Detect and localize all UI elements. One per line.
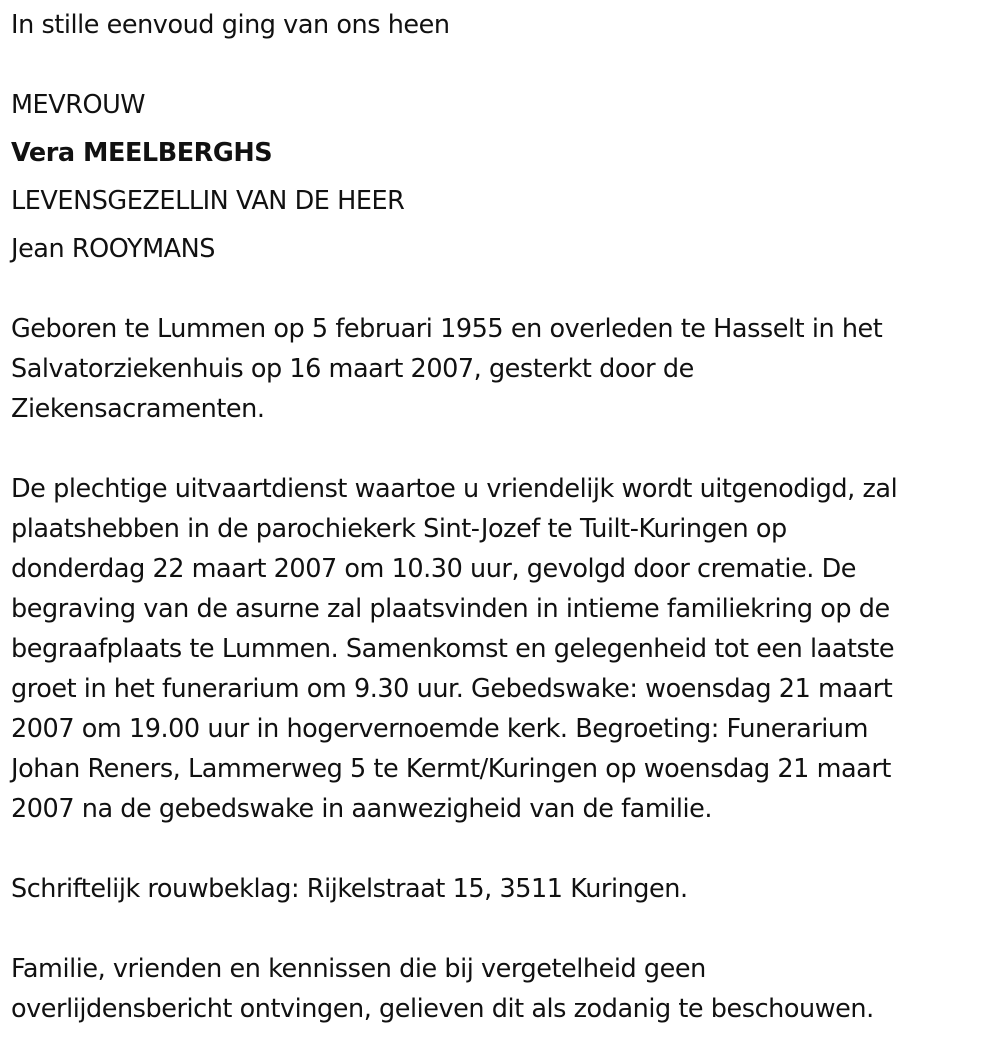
condolence-line: Schriftelijk rouwbeklag: Rijkelstraat 15, 3511 Kuringen. [11, 874, 688, 904]
relation-line: LEVENSGEZELLIN VAN DE HEER [11, 186, 405, 216]
paragraph-line: plaatshebben in de parochiekerk Sint-Jozef te Tuilt-Kuringen op [11, 514, 787, 544]
paragraph-line: begraafplaats te Lummen. Samenkomst en gelegenheid tot een laatste [11, 634, 895, 664]
paragraph-line: Geboren te Lummen op 5 februari 1955 en overleden te Hasselt in het [11, 314, 883, 344]
paragraph-line: Ziekensacramenten. [11, 394, 265, 424]
partner-name: Jean ROOYMANS [11, 234, 216, 264]
condolence-paragraph [11, 869, 986, 909]
intro-line: In stille eenvoud ging van ons heen [11, 10, 450, 40]
title-mevrouw: MEVROUW [11, 90, 146, 120]
paragraph-line: Johan Reners, Lammerweg 5 te Kermt/Kuringen op woensdag 21 maart [11, 754, 891, 784]
paragraph-line: begraving van de asurne zal plaatsvinden in intieme familiekring op de [11, 594, 890, 624]
birth-death-paragraph [11, 309, 986, 429]
paragraph-line: overlijdensbericht ontvingen, gelieven dit als zodanig te beschouwen. [11, 994, 874, 1024]
paragraph-line: groet in het funerarium om 9.30 uur. Gebedswake: woensdag 21 maart [11, 674, 893, 704]
obituary-document [11, 5, 986, 1029]
paragraph-line: Salvatorziekenhuis op 16 maart 2007, gesterkt door de [11, 354, 694, 384]
funeral-paragraph [11, 469, 986, 829]
paragraph-line: donderdag 22 maart 2007 om 10.30 uur, gevolgd door crematie. De [11, 554, 857, 584]
closing-paragraph [11, 949, 986, 1029]
paragraph-line: 2007 om 19.00 uur in hogervernoemde kerk. Begroeting: Funerarium [11, 714, 869, 744]
paragraph-line: 2007 na de gebedswake in aanwezigheid van de familie. [11, 794, 713, 824]
paragraph-line: De plechtige uitvaartdienst waartoe u vriendelijk wordt uitgenodigd, zal [11, 474, 898, 504]
deceased-name: Vera MEELBERGHS [11, 138, 273, 168]
paragraph-line: Familie, vrienden en kennissen die bij vergetelheid geen [11, 954, 706, 984]
